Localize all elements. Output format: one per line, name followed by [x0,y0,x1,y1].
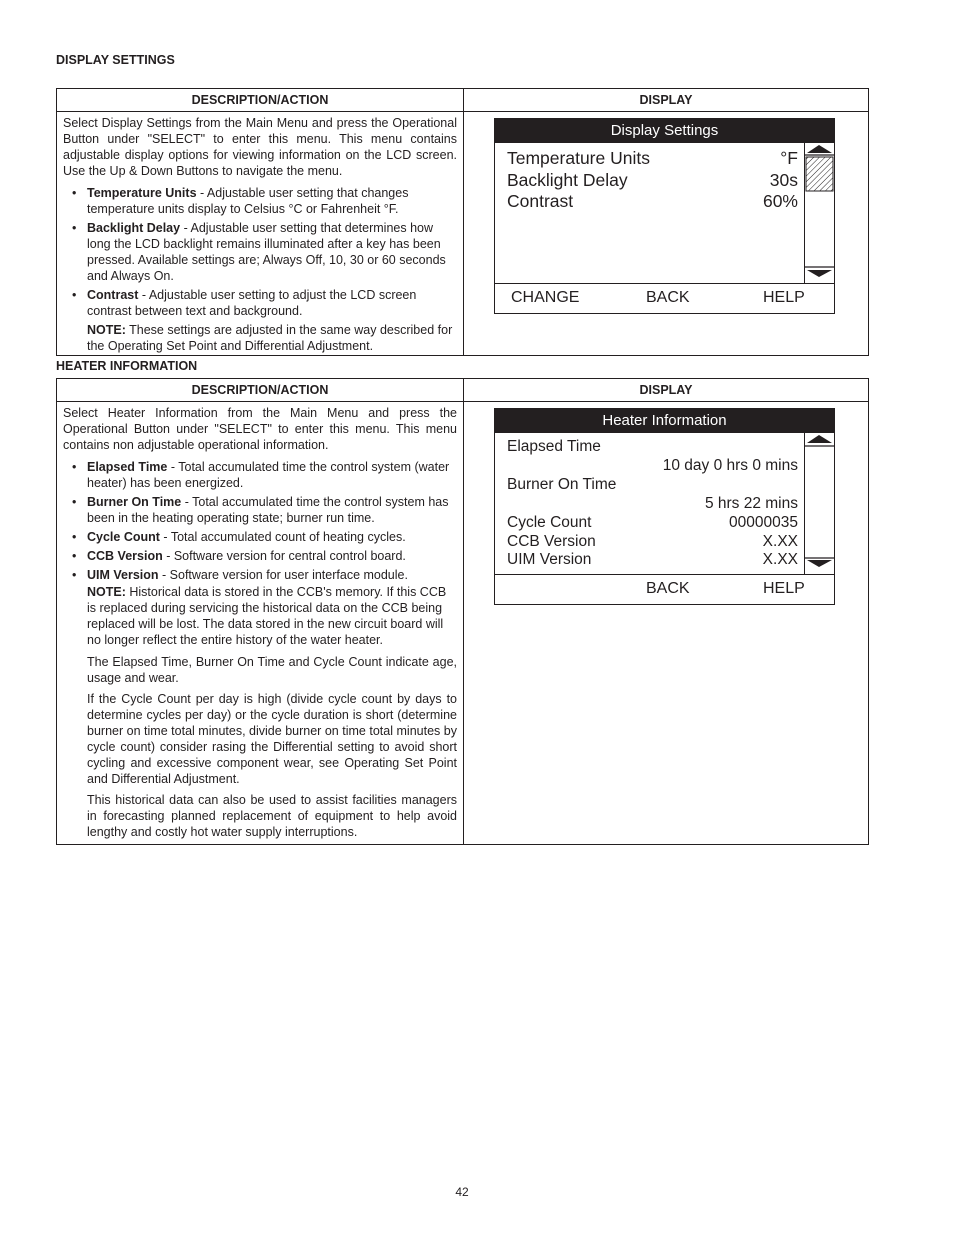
display-settings-screen [494,118,835,314]
scroll-down-arrow-icon [807,270,832,277]
section-title-display-settings: DISPLAY SETTINGS [56,53,175,67]
list-item: • Contrast - Adjustable user setting to adjust the LCD screen contrast between text and background. [72,288,417,318]
screen-content: Elapsed Time 10 day 0 hrs 0 mins Burner On Time 5 hrs 22 mins Cycle Count 00000035 CCB Version X.XX UIM Version X.XX [507,438,798,568]
usage-paragraph: The Elapsed Time, Burner On Time and Cycle Count indicate age, usage and wear. [87,655,457,685]
list-item: • Backlight Delay - Adjustable user setting that determines how long the LCD backlight remains illuminated after a key has been pressed. Available settings are; Always Off, 10, 30 or 60 seconds and Always On. [72,221,446,283]
intro-text: Select Heater Information from the Main Menu and press the Operational Button under "SELECT" to enter this menu. This menu contains non adjustable operational information. [63,406,457,452]
column-header-display: DISPLAY [464,379,869,402]
list-item: • Cycle Count - Total accumulated count of heating cycles. [72,530,406,544]
column-header-description: DESCRIPTION/ACTION [57,379,464,402]
list-item: • Elapsed Time - Total accumulated time the control system (water heater) has been energized. [72,460,450,490]
back-button[interactable]: BACK [646,580,690,597]
cycle-count-paragraph: If the Cycle Count per day is high (divide cycle count by days to determine cycles per day) or the cycle duration is short (determine burner on time total minutes, divide burner on time total minutes by cycle count) consider rasing the Differential setting to avoid short cycling and excessive component wear, see Operating Set Point and Differential Adjustment. [87,692,457,786]
settings-bullet-list [63,185,457,319]
scroll-down-arrow-icon [807,560,832,567]
scrollbar-graphic [805,143,834,283]
column-header-display: DISPLAY [464,89,869,112]
help-button[interactable]: HELP [763,289,805,306]
note-text: NOTE: These settings are adjusted in the same way described for the Operating Set Point and Differential Adjustment. [87,323,453,353]
column-header-description: DESCRIPTION/ACTION [57,89,464,112]
description-cell [57,402,464,845]
screen-title: Display Settings [495,119,834,143]
heater-information-screen [494,408,835,605]
list-item: • Temperature Units - Adjustable user setting that changes temperature units display to Celsius °C or Fahrenheit °F. [72,186,409,216]
screen-content: Temperature Units °F Backlight Delay 30s Contrast 60% [507,148,798,211]
help-button[interactable]: HELP [763,580,805,597]
scroll-up-arrow-icon [807,145,832,153]
description-cell [57,112,464,356]
section-title-heater-information: HEATER INFORMATION [56,359,198,373]
scrollbar[interactable] [804,433,834,574]
scrollbar[interactable] [804,143,834,283]
note-text: NOTE: Historical data is stored in the CCB's memory. If this CCB is replaced during servicing the historical data on the CCB being replaced will be lost. The data stored in the new circuit board will no longer reflect the entire history of the water heater. [87,585,447,647]
back-button[interactable]: BACK [646,289,690,306]
list-item: • Burner On Time - Total accumulated time the control system has been in the heating operating state; burner run time. [72,495,449,525]
list-item: • CCB Version - Software version for central control board. [72,549,406,563]
page-number: 42 [455,1185,469,1199]
historical-data-paragraph: This historical data can also be used to assist facilities managers in forecasting planned replacement of equipment to help avoid lengthy and costly hot water supply interruptions. [87,793,457,839]
screen-footer [495,283,834,313]
screen-footer [495,574,834,604]
intro-text: Select Display Settings from the Main Menu and press the Operational Button under "SELECT" to enter this menu. This menu contains adjustable display options for viewing information on the LCD screen. Use the Up & Down Buttons to navigate the menu. [63,116,457,178]
screen-title: Heater Information [495,409,834,433]
info-bullet-list [63,459,457,583]
scroll-thumb [806,157,833,191]
change-button[interactable]: CHANGE [511,289,580,306]
scroll-up-arrow-icon [807,435,832,443]
scrollbar-graphic [805,433,834,574]
list-item: • UIM Version - Software version for user interface module. [72,568,408,582]
